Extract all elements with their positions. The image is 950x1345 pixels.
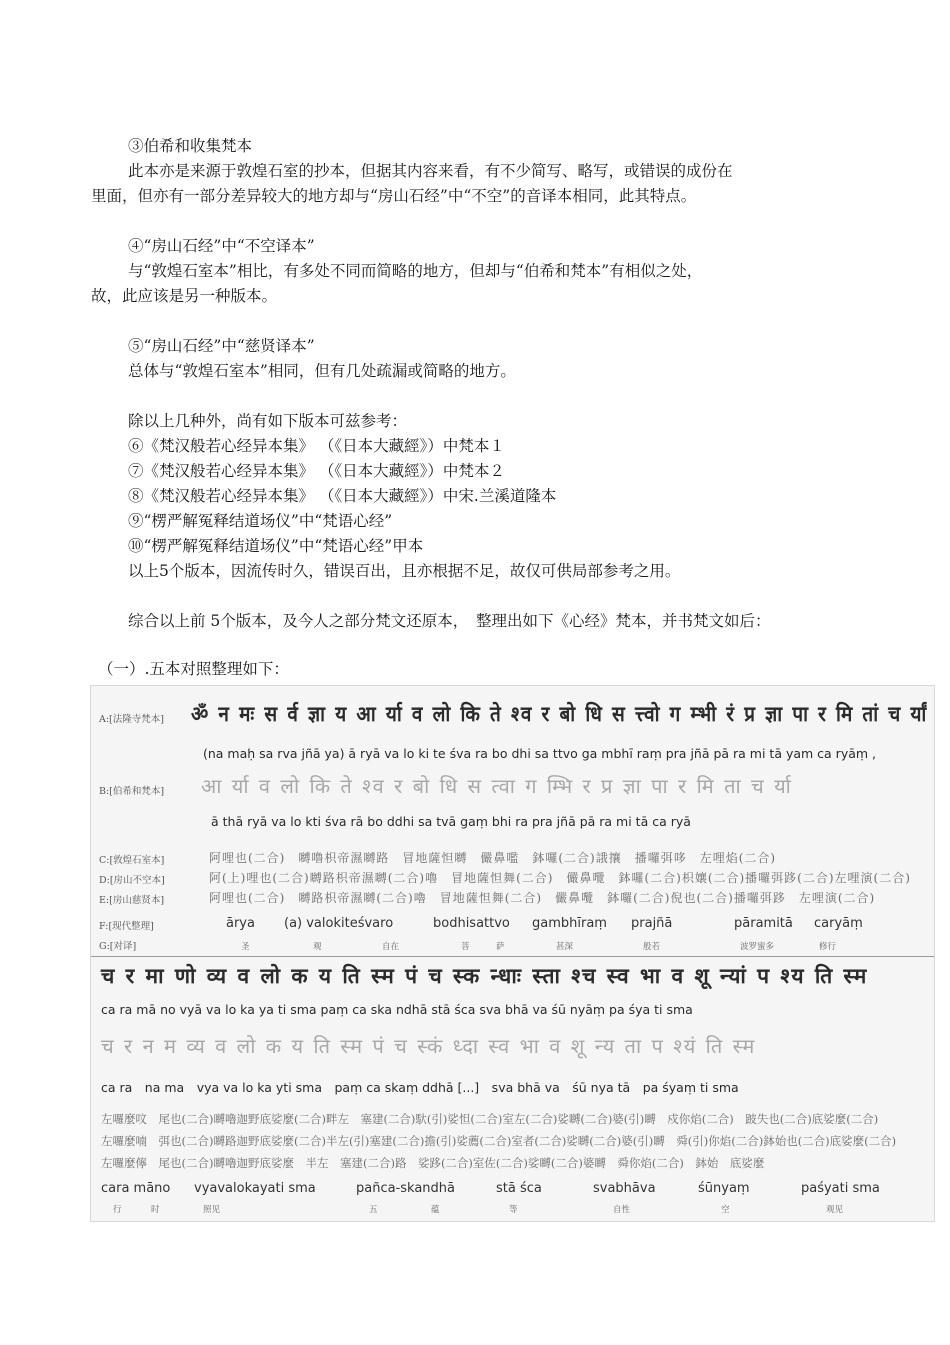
- version-10: ⑩“楞严解冤释结道场仪”中“梵语心经”甲本: [128, 537, 424, 555]
- gloss-g2-5: 蕴: [431, 1205, 440, 1215]
- translit-a2: ca ra mā no vyā va lo ka ya ti sma paṃ ca ska ndhā stā śca sva bhā va śū nyāṃ pa śya ti sma: [101, 1002, 693, 1017]
- chinese-c2: 左囉麼呅 尾也(二合)嚩嚕迦野底娑麼(二合)畔左 塞建(二合)馱(引)娑怛(二合)室左(二合)娑嚩(二合)婆(引)嚩 戍你焰(二合) 跛失也(二合)底娑麼(二合): [101, 1112, 879, 1126]
- gloss-g1-3: 自在: [382, 942, 400, 952]
- siddham-script-a2: च र मा णो व्य व लो क य ति स्म पं च स्क न्धाः स्ता श्च स्व भा व शू न्यां प श्य ति स्म: [101, 964, 869, 988]
- gloss-g1-6: 甚深: [556, 942, 574, 952]
- gloss-g2-6: 等: [509, 1205, 518, 1215]
- label-d: D:[房山不空本]: [99, 875, 165, 886]
- heading-5: ⑤“房山石经”中“慈贤译本”: [128, 337, 315, 355]
- gloss-g1-9: 修行: [819, 942, 837, 952]
- closing-line-1: 以上5个版本，因流传时久，错误百出，且亦根据不足，故仅可供局部参考之用。: [128, 562, 681, 580]
- modern-f1-7: caryāṃ: [814, 916, 863, 931]
- modern-f1-3: bodhisattvo: [433, 916, 510, 931]
- version-7: ⑦《梵汉般若心经异本集》 （《日本大藏經》）中梵本２: [128, 462, 505, 480]
- paragraph-3-line2: 里面，但亦有一部分差异较大的地方却与“房山石经”中“不空”的音译本相同，此其特点。: [91, 187, 697, 205]
- paragraph-4-line1: 与“敦煌石室本”相比，有多处不同而简略的地方，但却与“伯希和梵本”有相似之处，: [128, 262, 703, 280]
- translit-b2: ca ra na ma vya va lo ka yti sma paṃ ca skaṃ ddhā [...] sva bhā va śū nya tā pa śyaṃ ti sma: [101, 1080, 739, 1095]
- gloss-g2-3: 照见: [203, 1205, 221, 1215]
- chinese-c1: 阿哩也(二合) 嚩噜枳帝濕嚩路 冒地薩怛嚩 儼鼻嚂 鉢囉(二合)誐攘 播囉弭哆 左哩焰(二合): [209, 851, 777, 865]
- label-a: A:[法隆寺梵本]: [99, 714, 164, 725]
- chinese-e2: 左囉麼儜 尾也(二合)嚩嚕迦野底娑麼 半左 塞建(二合)路 娑跢(二合)室佐(二合)娑嚩(二合)婆嚩 舜你焰(二合) 鉢始 底娑麼: [101, 1156, 765, 1170]
- gloss-g1-4: 菩: [461, 942, 470, 952]
- label-f: F:[现代整理]: [99, 921, 154, 932]
- gloss-g2-1: 行: [113, 1205, 122, 1215]
- modern-f2-4: stā śca: [496, 1181, 542, 1196]
- gloss-g2-2: 时: [151, 1205, 160, 1215]
- gloss-g1-8: 波罗蜜多: [740, 942, 775, 952]
- gloss-g2-7: 自性: [613, 1205, 631, 1215]
- gloss-g2-9: 观见: [826, 1205, 844, 1215]
- gloss-g2-4: 五: [369, 1205, 378, 1215]
- label-g: G:[对译]: [99, 941, 137, 952]
- gloss-g1-5: 萨: [496, 942, 505, 952]
- chinese-d2: 左囉麼喃 弭也(二合)嚩路迦野底娑麼(二合)半左(引)塞建(二合)擔(引)娑薦(二合)室者(二合)娑嚩(二合)婆(引)嚩 舜(引)你焰(二合)鉢始也(二合)底娑麼(二合): [101, 1134, 897, 1148]
- paragraph-4-line2: 故，此应该是另一种版本。: [91, 287, 278, 305]
- siddham-script-b2: च र न म व्य व लो क य ति स्म पं च स्कं ध्दा स्व भा व शू न्य ता प श्यं ति स्म: [101, 1034, 757, 1058]
- gloss-g2-8: 空: [721, 1205, 730, 1215]
- modern-f1-1: ārya: [226, 916, 255, 931]
- siddham-script-a1: ॐ न मः स र्व ज्ञा य आ र्या व लो कि ते श्व र बो धि स त्त्वो ग म्भी रं प्र ज्ञा पा र मि तां च र्यां: [191, 702, 929, 726]
- siddham-script-b1: आ र्या व लो कि ते श्व र बो धि स त्वा ग म्भि र प्र ज्ञा पा र मि ता च र्या: [201, 774, 793, 798]
- modern-f2-6: śūnyaṃ: [698, 1181, 750, 1196]
- translit-b1: ā thā ryā va lo kti śva rā bo ddhi sa tvā gaṃ bhi ra pra jñā pā ra mi tā ca ryā: [211, 814, 691, 829]
- chinese-e1: 阿哩也(二合) 嚩路枳帝濕嚩(二合)嚕 冒地薩怛舞(二合) 儼鼻囕 鉢囉(二合)倪也(二合)播囉弭跢 左哩演(二合): [209, 891, 876, 905]
- translit-a1: (na maḥ sa rva jñā ya) ā ryā va lo ki te śva ra bo dhi sa ttvo ga mbhī raṃ pra jñā pā ra mi tā yam ca ryāṃ ,: [203, 746, 876, 761]
- heading-3: ③伯希和收集梵本: [128, 137, 253, 155]
- modern-f2-3: pañca-skandhā: [356, 1181, 455, 1196]
- label-b: B:[伯希和梵本]: [99, 786, 165, 797]
- figure-caption: （一）.五本对照整理如下：: [98, 660, 289, 678]
- paragraph-3-line1: 此本亦是来源于敦煌石室的抄本，但据其内容来看，有不少简写、略写，或错误的成份在: [128, 162, 733, 180]
- paragraph-5: 总体与“敦煌石室本”相同，但有几处疏漏或简略的地方。: [128, 362, 516, 380]
- chinese-d1: 阿(上)哩也(二合)嚩路枳帝濕嚩(二合)嚕 冒地薩怛舞(二合) 儼鼻囕 鉢囉(二合)枳孃(二合)播囉弭跢(二合)左哩演(二合): [209, 871, 911, 885]
- modern-f1-5: prajñā: [631, 916, 673, 931]
- version-8: ⑧《梵汉般若心经异本集》 （《日本大藏經》）中宋.兰溪道隆本: [128, 487, 557, 505]
- modern-f2-1: cara māno: [101, 1181, 171, 1196]
- gloss-g1-7: 般若: [643, 942, 661, 952]
- label-c: C:[敦煌石室本]: [99, 855, 165, 866]
- modern-f2-5: svabhāva: [593, 1181, 656, 1196]
- modern-f1-6: pāramitā: [734, 916, 793, 931]
- gloss-g1-2: 观: [313, 942, 322, 952]
- row-divider: [91, 956, 934, 957]
- heading-4: ④“房山石经”中“不空译本”: [128, 237, 315, 255]
- modern-f2-7: paśyati sma: [801, 1181, 880, 1196]
- label-e: E:[房山慈贤本]: [99, 895, 165, 906]
- comparison-figure: [90, 685, 935, 1222]
- gloss-g1-1: 圣: [241, 942, 250, 952]
- version-6: ⑥《梵汉般若心经异本集》 （《日本大藏經》）中梵本１: [128, 437, 505, 455]
- modern-f1-4: gambhīraṃ: [532, 916, 607, 931]
- intro-line: 除以上几种外，尚有如下版本可兹参考：: [128, 412, 408, 430]
- closing-line-2: 综合以上前 5个版本，及今人之部分梵文还原本， 整理出如下《心经》梵本，并书梵文如后：: [128, 612, 771, 630]
- version-9: ⑨“楞严解冤释结道场仪”中“梵语心经”: [128, 512, 393, 530]
- modern-f2-2: vyavalokayati sma: [194, 1181, 316, 1196]
- modern-f1-2: (a) valokiteśvaro: [284, 916, 394, 931]
